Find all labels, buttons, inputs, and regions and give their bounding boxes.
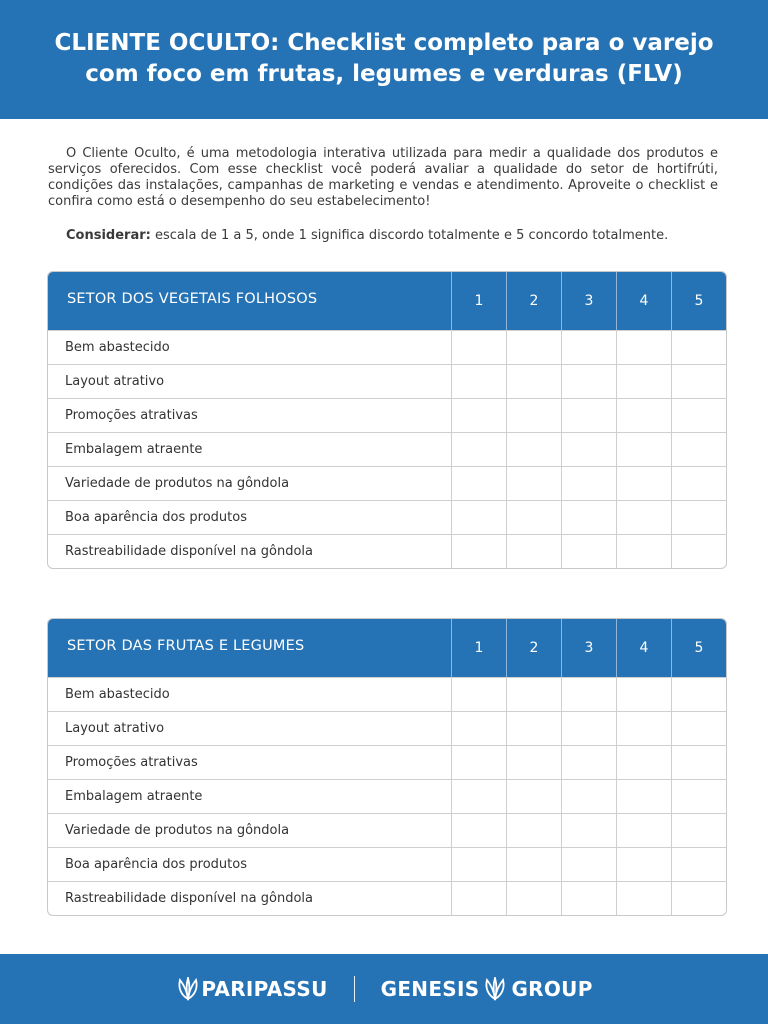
- rating-cell[interactable]: [561, 331, 616, 364]
- rating-cell[interactable]: [616, 814, 671, 847]
- scale-header-3: 3: [561, 272, 616, 330]
- rating-cell[interactable]: [616, 746, 671, 779]
- brand-right-text-a: GENESIS: [380, 977, 480, 1001]
- rating-cell[interactable]: [451, 848, 506, 881]
- sector-table-folhosos: [47, 271, 727, 569]
- rating-cell[interactable]: [616, 848, 671, 881]
- rating-cell[interactable]: [616, 433, 671, 466]
- sector-header: [48, 272, 726, 330]
- scale-header-3: 3: [561, 619, 616, 677]
- table-row: [48, 398, 726, 432]
- sector-header: [48, 619, 726, 677]
- row-label: Boa aparência dos produtos: [65, 857, 247, 872]
- scale-header-1: 1: [451, 272, 506, 330]
- row-label: Bem abastecido: [65, 340, 170, 355]
- rating-cell[interactable]: [506, 814, 561, 847]
- scale-header-2: 2: [506, 619, 561, 677]
- rating-cell[interactable]: [671, 467, 726, 500]
- table-row: [48, 466, 726, 500]
- row-label: Embalagem atraente: [65, 442, 203, 457]
- rating-cell[interactable]: [671, 331, 726, 364]
- sector-title: SETOR DOS VEGETAIS FOLHOSOS: [67, 291, 318, 307]
- rating-cell[interactable]: [616, 882, 671, 915]
- row-label: Promoções atrativas: [65, 408, 198, 423]
- brand-left-text: PARIPASSU: [201, 977, 328, 1001]
- rating-cell[interactable]: [671, 746, 726, 779]
- rating-cell[interactable]: [506, 501, 561, 534]
- rating-cell[interactable]: [616, 780, 671, 813]
- scale-header-1: 1: [451, 619, 506, 677]
- page-title: [0, 0, 768, 90]
- rating-cell[interactable]: [451, 882, 506, 915]
- rating-cell[interactable]: [616, 365, 671, 398]
- row-label: Layout atrativo: [65, 721, 165, 736]
- rating-cell[interactable]: [506, 433, 561, 466]
- rating-cell[interactable]: [561, 467, 616, 500]
- rating-cell[interactable]: [506, 746, 561, 779]
- scale-header-2: 2: [506, 272, 561, 330]
- table-row: [48, 745, 726, 779]
- rating-cell[interactable]: [671, 535, 726, 568]
- rating-cell[interactable]: [671, 501, 726, 534]
- rating-cell[interactable]: [451, 501, 506, 534]
- rating-cell[interactable]: [616, 678, 671, 711]
- rating-cell[interactable]: [561, 712, 616, 745]
- rating-cell[interactable]: [561, 848, 616, 881]
- rating-cell[interactable]: [671, 433, 726, 466]
- rating-cell[interactable]: [506, 365, 561, 398]
- rating-cell[interactable]: [561, 746, 616, 779]
- table-row: [48, 364, 726, 398]
- rating-cell[interactable]: [561, 535, 616, 568]
- rating-cell[interactable]: [451, 467, 506, 500]
- row-label: Rastreabilidade disponível na gôndola: [65, 891, 313, 906]
- rating-cell[interactable]: [506, 467, 561, 500]
- rating-cell[interactable]: [451, 814, 506, 847]
- title-line-2: com foco em frutas, legumes e verduras (FLV): [85, 61, 683, 87]
- rating-cell[interactable]: [506, 712, 561, 745]
- rating-cell[interactable]: [506, 678, 561, 711]
- row-label: Embalagem atraente: [65, 789, 203, 804]
- rating-cell[interactable]: [451, 433, 506, 466]
- page-header: [0, 0, 768, 119]
- rating-cell[interactable]: [451, 712, 506, 745]
- intro-paragraph: O Cliente Oculto, é uma metodologia interativa utilizada para medir a qualidade dos produtos e serviços oferecidos. Com esse checklist você poderá avaliar a qualidade do setor de hortifrúti, condições das instalações, campanhas de marketing e vendas e atendimento. Aproveite o checklist e confira como está o desempenho do seu estabelecimento!: [48, 146, 718, 209]
- rating-cell[interactable]: [451, 399, 506, 432]
- rating-cell[interactable]: [561, 678, 616, 711]
- table-row: [48, 330, 726, 364]
- page-footer: [0, 954, 768, 1024]
- rating-cell[interactable]: [561, 814, 616, 847]
- rating-cell[interactable]: [451, 780, 506, 813]
- footer-divider: [354, 976, 355, 1002]
- rating-cell[interactable]: [616, 399, 671, 432]
- rating-cell[interactable]: [671, 365, 726, 398]
- rating-cell[interactable]: [506, 399, 561, 432]
- leaf-icon: [175, 977, 201, 1001]
- rating-cell[interactable]: [561, 501, 616, 534]
- table-row: [48, 881, 726, 915]
- row-label: Boa aparência dos produtos: [65, 510, 247, 525]
- scale-header-4: 4: [616, 272, 671, 330]
- genesis-group-logo: [381, 977, 593, 1001]
- rating-cell[interactable]: [616, 501, 671, 534]
- row-label: Rastreabilidade disponível na gôndola: [65, 544, 313, 559]
- rating-cell[interactable]: [616, 535, 671, 568]
- rating-cell[interactable]: [561, 365, 616, 398]
- rating-cell[interactable]: [561, 882, 616, 915]
- table-row: [48, 711, 726, 745]
- row-label: Promoções atrativas: [65, 755, 198, 770]
- scale-header-5: 5: [671, 272, 726, 330]
- rating-cell[interactable]: [671, 882, 726, 915]
- rating-cell[interactable]: [671, 814, 726, 847]
- scale-header-4: 4: [616, 619, 671, 677]
- rating-cell[interactable]: [451, 746, 506, 779]
- table-row: [48, 779, 726, 813]
- table-row: [48, 677, 726, 711]
- rating-cell[interactable]: [671, 848, 726, 881]
- table-row: [48, 500, 726, 534]
- rating-cell[interactable]: [671, 780, 726, 813]
- rating-cell[interactable]: [451, 678, 506, 711]
- sector-title: SETOR DAS FRUTAS E LEGUMES: [67, 638, 305, 654]
- leaf-icon: [482, 977, 508, 1001]
- rating-cell[interactable]: [616, 467, 671, 500]
- rating-cell[interactable]: [671, 712, 726, 745]
- rating-cell[interactable]: [671, 399, 726, 432]
- rating-cell[interactable]: [506, 331, 561, 364]
- rating-cell[interactable]: [561, 780, 616, 813]
- row-label: Bem abastecido: [65, 687, 170, 702]
- consider-note: [66, 228, 718, 244]
- rating-cell[interactable]: [506, 882, 561, 915]
- rating-cell[interactable]: [506, 535, 561, 568]
- scale-header-5: 5: [671, 619, 726, 677]
- row-label: Variedade de produtos na gôndola: [65, 476, 290, 491]
- row-label: Layout atrativo: [65, 374, 165, 389]
- rating-cell[interactable]: [506, 848, 561, 881]
- consider-label: Considerar:: [66, 228, 151, 243]
- rating-cell[interactable]: [616, 712, 671, 745]
- rating-cell[interactable]: [561, 433, 616, 466]
- rating-cell[interactable]: [506, 780, 561, 813]
- paripassu-logo: [175, 977, 327, 1001]
- table-row: [48, 847, 726, 881]
- sector-table-frutas: [47, 618, 727, 916]
- consider-text: escala de 1 a 5, onde 1 significa discordo totalmente e 5 concordo totalmente.: [150, 228, 669, 243]
- row-label: Variedade de produtos na gôndola: [65, 823, 290, 838]
- rating-cell[interactable]: [671, 678, 726, 711]
- table-row: [48, 432, 726, 466]
- rating-cell[interactable]: [451, 535, 506, 568]
- brand-right-text-b: GROUP: [511, 977, 593, 1001]
- table-row: [48, 813, 726, 847]
- rating-cell[interactable]: [616, 331, 671, 364]
- rating-cell[interactable]: [451, 365, 506, 398]
- table-row: [48, 534, 726, 568]
- rating-cell[interactable]: [561, 399, 616, 432]
- rating-cell[interactable]: [451, 331, 506, 364]
- title-line-1: CLIENTE OCULTO: Checklist completo para o varejo: [54, 30, 714, 56]
